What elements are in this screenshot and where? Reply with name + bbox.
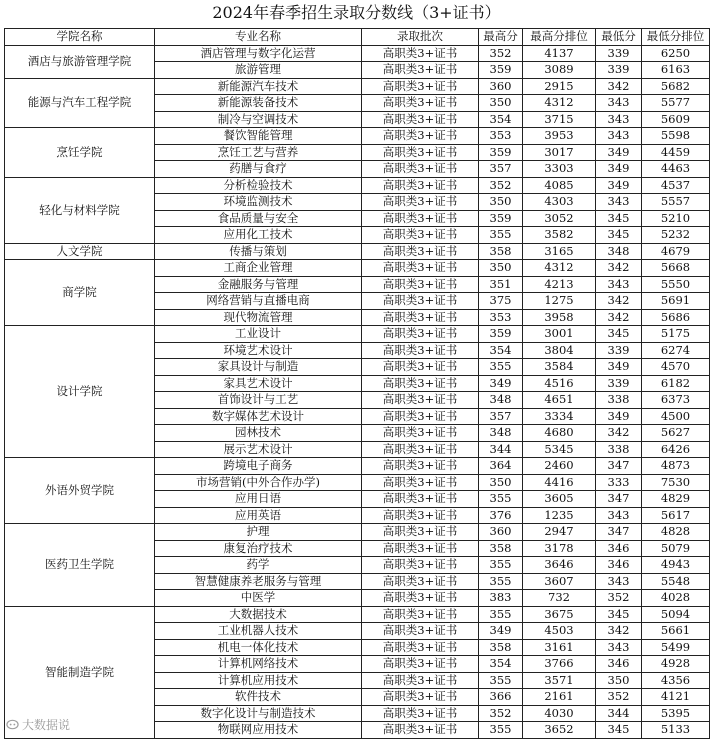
- max-rank-cell: 4516: [523, 375, 596, 392]
- table-row: [5, 78, 710, 95]
- min-score-cell: 339: [596, 342, 642, 359]
- min-rank-cell: 6182: [642, 375, 710, 392]
- max-rank-cell: 1275: [523, 293, 596, 310]
- max-score-cell: 353: [479, 309, 523, 326]
- max-rank-cell: 4651: [523, 392, 596, 409]
- max-rank-cell: 4137: [523, 45, 596, 62]
- max-rank-cell: 4085: [523, 177, 596, 194]
- table-row: [5, 260, 710, 277]
- header-max-score: 最高分: [479, 29, 523, 46]
- batch-cell: 高职类3+证书: [362, 491, 479, 508]
- max-score-cell: 360: [479, 524, 523, 541]
- major-cell: 康复治疗技术: [155, 540, 362, 557]
- max-score-cell: 349: [479, 623, 523, 640]
- max-score-cell: 352: [479, 177, 523, 194]
- max-rank-cell: 3953: [523, 128, 596, 145]
- batch-cell: 高职类3+证书: [362, 408, 479, 425]
- min-score-cell: 339: [596, 375, 642, 392]
- batch-cell: 高职类3+证书: [362, 45, 479, 62]
- batch-cell: 高职类3+证书: [362, 507, 479, 524]
- major-cell: 数字媒体艺术设计: [155, 408, 362, 425]
- batch-cell: 高职类3+证书: [362, 375, 479, 392]
- min-rank-cell: 4459: [642, 144, 710, 161]
- college-name-cell: 商学院: [5, 260, 155, 326]
- min-rank-cell: 5682: [642, 78, 710, 95]
- table-row: [5, 243, 710, 260]
- major-cell: 应用化工技术: [155, 227, 362, 244]
- min-score-cell: 343: [596, 128, 642, 145]
- max-score-cell: 354: [479, 111, 523, 128]
- max-score-cell: 358: [479, 243, 523, 260]
- min-score-cell: 349: [596, 408, 642, 425]
- min-score-cell: 345: [596, 606, 642, 623]
- min-score-cell: 348: [596, 243, 642, 260]
- max-rank-cell: 3675: [523, 606, 596, 623]
- min-rank-cell: 5686: [642, 309, 710, 326]
- batch-cell: 高职类3+证书: [362, 309, 479, 326]
- table-row: [5, 177, 710, 194]
- page-title: 2024年春季招生录取分数线（3+证书）: [212, 3, 501, 22]
- batch-cell: 高职类3+证书: [362, 722, 479, 739]
- max-score-cell: 375: [479, 293, 523, 310]
- table-row: [5, 458, 710, 475]
- batch-cell: 高职类3+证书: [362, 161, 479, 178]
- college-name-cell: 人文学院: [5, 243, 155, 260]
- min-score-cell: 342: [596, 425, 642, 442]
- max-rank-cell: 3766: [523, 656, 596, 673]
- max-score-cell: 350: [479, 260, 523, 277]
- min-rank-cell: 4928: [642, 656, 710, 673]
- admission-score-table: [4, 28, 710, 739]
- min-score-cell: 352: [596, 689, 642, 706]
- max-score-cell: 354: [479, 656, 523, 673]
- min-rank-cell: 6426: [642, 441, 710, 458]
- max-rank-cell: 4312: [523, 260, 596, 277]
- batch-cell: 高职类3+证书: [362, 458, 479, 475]
- max-rank-cell: 3582: [523, 227, 596, 244]
- max-rank-cell: 3178: [523, 540, 596, 557]
- major-cell: 烹饪工艺与营养: [155, 144, 362, 161]
- batch-cell: 高职类3+证书: [362, 656, 479, 673]
- header-major: 专业名称: [155, 29, 362, 46]
- college-name-cell: 烹饪学院: [5, 128, 155, 178]
- major-cell: 环境监测技术: [155, 194, 362, 211]
- major-cell: 展示艺术设计: [155, 441, 362, 458]
- major-cell: 跨境电子商务: [155, 458, 362, 475]
- min-rank-cell: 4463: [642, 161, 710, 178]
- max-rank-cell: 3607: [523, 573, 596, 590]
- max-rank-cell: 732: [523, 590, 596, 607]
- college-name-cell: 轻化与材料学院: [5, 177, 155, 243]
- batch-cell: 高职类3+证书: [362, 606, 479, 623]
- batch-cell: 高职类3+证书: [362, 441, 479, 458]
- max-score-cell: 359: [479, 210, 523, 227]
- min-rank-cell: 6373: [642, 392, 710, 409]
- major-cell: 工商企业管理: [155, 260, 362, 277]
- watermark-text: 大数据说: [22, 718, 71, 732]
- major-cell: 家具设计与制造: [155, 359, 362, 376]
- max-score-cell: 359: [479, 326, 523, 343]
- min-rank-cell: 5395: [642, 705, 710, 722]
- max-rank-cell: 4303: [523, 194, 596, 211]
- min-rank-cell: 5609: [642, 111, 710, 128]
- min-rank-cell: 5133: [642, 722, 710, 739]
- min-score-cell: 352: [596, 590, 642, 607]
- min-rank-cell: 5557: [642, 194, 710, 211]
- min-score-cell: 344: [596, 705, 642, 722]
- batch-cell: 高职类3+证书: [362, 524, 479, 541]
- min-rank-cell: 4679: [642, 243, 710, 260]
- max-rank-cell: 3052: [523, 210, 596, 227]
- batch-cell: 高职类3+证书: [362, 227, 479, 244]
- min-rank-cell: 5079: [642, 540, 710, 557]
- max-rank-cell: 3605: [523, 491, 596, 508]
- batch-cell: 高职类3+证书: [362, 474, 479, 491]
- min-score-cell: 345: [596, 722, 642, 739]
- max-score-cell: 350: [479, 474, 523, 491]
- max-rank-cell: 3165: [523, 243, 596, 260]
- max-score-cell: 383: [479, 590, 523, 607]
- major-cell: 酒店管理与数字化运营: [155, 45, 362, 62]
- max-rank-cell: 3571: [523, 672, 596, 689]
- batch-cell: 高职类3+证书: [362, 342, 479, 359]
- major-cell: 首饰设计与工艺: [155, 392, 362, 409]
- max-rank-cell: 1235: [523, 507, 596, 524]
- min-score-cell: 349: [596, 144, 642, 161]
- min-rank-cell: 4028: [642, 590, 710, 607]
- min-rank-cell: 5094: [642, 606, 710, 623]
- max-score-cell: 350: [479, 95, 523, 112]
- major-cell: 新能源装备技术: [155, 95, 362, 112]
- min-score-cell: 333: [596, 474, 642, 491]
- batch-cell: 高职类3+证书: [362, 95, 479, 112]
- min-rank-cell: 4500: [642, 408, 710, 425]
- max-score-cell: 359: [479, 62, 523, 79]
- max-rank-cell: 4030: [523, 705, 596, 722]
- max-rank-cell: 2947: [523, 524, 596, 541]
- max-rank-cell: 3584: [523, 359, 596, 376]
- min-score-cell: 342: [596, 260, 642, 277]
- batch-cell: 高职类3+证书: [362, 293, 479, 310]
- max-rank-cell: 3303: [523, 161, 596, 178]
- major-cell: 护理: [155, 524, 362, 541]
- min-score-cell: 347: [596, 491, 642, 508]
- watermark: [6, 716, 70, 733]
- min-rank-cell: 4943: [642, 557, 710, 574]
- min-score-cell: 349: [596, 359, 642, 376]
- max-rank-cell: 2460: [523, 458, 596, 475]
- major-cell: 工业设计: [155, 326, 362, 343]
- min-rank-cell: 5577: [642, 95, 710, 112]
- min-rank-cell: 4873: [642, 458, 710, 475]
- batch-cell: 高职类3+证书: [362, 392, 479, 409]
- max-score-cell: 355: [479, 227, 523, 244]
- min-rank-cell: 5617: [642, 507, 710, 524]
- batch-cell: 高职类3+证书: [362, 623, 479, 640]
- min-rank-cell: 5668: [642, 260, 710, 277]
- batch-cell: 高职类3+证书: [362, 425, 479, 442]
- college-name-cell: 酒店与旅游管理学院: [5, 45, 155, 78]
- max-score-cell: 349: [479, 375, 523, 392]
- max-score-cell: 355: [479, 606, 523, 623]
- max-score-cell: 359: [479, 144, 523, 161]
- min-rank-cell: 6250: [642, 45, 710, 62]
- max-rank-cell: 4416: [523, 474, 596, 491]
- max-rank-cell: 4312: [523, 95, 596, 112]
- max-score-cell: 355: [479, 557, 523, 574]
- min-rank-cell: 4356: [642, 672, 710, 689]
- college-name-cell: 能源与汽车工程学院: [5, 78, 155, 128]
- min-rank-cell: 5175: [642, 326, 710, 343]
- min-rank-cell: 4829: [642, 491, 710, 508]
- college-name-cell: 设计学院: [5, 326, 155, 458]
- table-header-row: [5, 29, 710, 46]
- min-score-cell: 347: [596, 524, 642, 541]
- header-min-score: 最低分: [596, 29, 642, 46]
- max-rank-cell: 3652: [523, 722, 596, 739]
- max-rank-cell: 4503: [523, 623, 596, 640]
- min-score-cell: 347: [596, 458, 642, 475]
- table-row: [5, 524, 710, 541]
- min-score-cell: 342: [596, 78, 642, 95]
- batch-cell: 高职类3+证书: [362, 128, 479, 145]
- batch-cell: 高职类3+证书: [362, 260, 479, 277]
- table-row: [5, 45, 710, 62]
- major-cell: 计算机应用技术: [155, 672, 362, 689]
- min-rank-cell: 4570: [642, 359, 710, 376]
- max-score-cell: 351: [479, 276, 523, 293]
- min-rank-cell: 6163: [642, 62, 710, 79]
- major-cell: 药膳与食疗: [155, 161, 362, 178]
- max-score-cell: 364: [479, 458, 523, 475]
- min-rank-cell: 4121: [642, 689, 710, 706]
- header-min-rank: 最低分排位: [642, 29, 710, 46]
- min-score-cell: 339: [596, 62, 642, 79]
- major-cell: 旅游管理: [155, 62, 362, 79]
- min-score-cell: 342: [596, 309, 642, 326]
- max-score-cell: 355: [479, 359, 523, 376]
- max-rank-cell: 3715: [523, 111, 596, 128]
- max-score-cell: 353: [479, 128, 523, 145]
- max-score-cell: 366: [479, 689, 523, 706]
- major-cell: 数字化设计与制造技术: [155, 705, 362, 722]
- major-cell: 物联网应用技术: [155, 722, 362, 739]
- max-rank-cell: 3089: [523, 62, 596, 79]
- min-score-cell: 338: [596, 392, 642, 409]
- min-score-cell: 345: [596, 227, 642, 244]
- table-row: [5, 326, 710, 343]
- major-cell: 制冷与空调技术: [155, 111, 362, 128]
- min-rank-cell: 5627: [642, 425, 710, 442]
- min-score-cell: 343: [596, 95, 642, 112]
- min-score-cell: 346: [596, 557, 642, 574]
- min-score-cell: 349: [596, 177, 642, 194]
- max-score-cell: 354: [479, 342, 523, 359]
- batch-cell: 高职类3+证书: [362, 359, 479, 376]
- max-score-cell: 357: [479, 408, 523, 425]
- max-score-cell: 355: [479, 672, 523, 689]
- max-rank-cell: 4680: [523, 425, 596, 442]
- batch-cell: 高职类3+证书: [362, 573, 479, 590]
- major-cell: 应用日语: [155, 491, 362, 508]
- batch-cell: 高职类3+证书: [362, 276, 479, 293]
- batch-cell: 高职类3+证书: [362, 210, 479, 227]
- min-score-cell: 342: [596, 623, 642, 640]
- major-cell: 计算机网络技术: [155, 656, 362, 673]
- max-score-cell: 352: [479, 45, 523, 62]
- max-score-cell: 348: [479, 425, 523, 442]
- max-rank-cell: 3334: [523, 408, 596, 425]
- batch-cell: 高职类3+证书: [362, 111, 479, 128]
- max-rank-cell: 3646: [523, 557, 596, 574]
- min-rank-cell: 5232: [642, 227, 710, 244]
- major-cell: 智慧健康养老服务与管理: [155, 573, 362, 590]
- min-score-cell: 343: [596, 111, 642, 128]
- watermark-logo-icon: [6, 718, 19, 731]
- min-rank-cell: 6274: [642, 342, 710, 359]
- max-score-cell: 358: [479, 639, 523, 656]
- header-max-rank: 最高分排位: [523, 29, 596, 46]
- table-body: [5, 45, 710, 738]
- major-cell: 工业机器人技术: [155, 623, 362, 640]
- header-college: 学院名称: [5, 29, 155, 46]
- max-rank-cell: 3958: [523, 309, 596, 326]
- min-score-cell: 343: [596, 276, 642, 293]
- major-cell: 大数据技术: [155, 606, 362, 623]
- min-score-cell: 346: [596, 656, 642, 673]
- min-rank-cell: 5661: [642, 623, 710, 640]
- major-cell: 现代物流管理: [155, 309, 362, 326]
- major-cell: 软件技术: [155, 689, 362, 706]
- major-cell: 环境艺术设计: [155, 342, 362, 359]
- max-rank-cell: 4213: [523, 276, 596, 293]
- batch-cell: 高职类3+证书: [362, 243, 479, 260]
- batch-cell: 高职类3+证书: [362, 590, 479, 607]
- max-score-cell: 355: [479, 722, 523, 739]
- major-cell: 新能源汽车技术: [155, 78, 362, 95]
- max-score-cell: 348: [479, 392, 523, 409]
- min-rank-cell: 5598: [642, 128, 710, 145]
- major-cell: 金融服务与管理: [155, 276, 362, 293]
- batch-cell: 高职类3+证书: [362, 62, 479, 79]
- major-cell: 机电一体化技术: [155, 639, 362, 656]
- min-score-cell: 338: [596, 441, 642, 458]
- min-score-cell: 343: [596, 507, 642, 524]
- max-score-cell: 376: [479, 507, 523, 524]
- major-cell: 应用英语: [155, 507, 362, 524]
- major-cell: 园林技术: [155, 425, 362, 442]
- min-score-cell: 345: [596, 326, 642, 343]
- major-cell: 分析检验技术: [155, 177, 362, 194]
- min-score-cell: 346: [596, 540, 642, 557]
- min-rank-cell: 5550: [642, 276, 710, 293]
- max-rank-cell: 2161: [523, 689, 596, 706]
- max-score-cell: 355: [479, 491, 523, 508]
- min-rank-cell: 5210: [642, 210, 710, 227]
- max-score-cell: 344: [479, 441, 523, 458]
- min-score-cell: 349: [596, 161, 642, 178]
- major-cell: 市场营销(中外合作办学): [155, 474, 362, 491]
- max-score-cell: 352: [479, 705, 523, 722]
- major-cell: 传播与策划: [155, 243, 362, 260]
- batch-cell: 高职类3+证书: [362, 326, 479, 343]
- major-cell: 食品质量与安全: [155, 210, 362, 227]
- min-rank-cell: 5691: [642, 293, 710, 310]
- max-score-cell: 357: [479, 161, 523, 178]
- major-cell: 网络营销与直播电商: [155, 293, 362, 310]
- major-cell: 家具艺术设计: [155, 375, 362, 392]
- batch-cell: 高职类3+证书: [362, 540, 479, 557]
- table-row: [5, 606, 710, 623]
- min-score-cell: 342: [596, 293, 642, 310]
- max-score-cell: 350: [479, 194, 523, 211]
- header-batch: 录取批次: [362, 29, 479, 46]
- min-score-cell: 339: [596, 45, 642, 62]
- college-name-cell: 医药卫生学院: [5, 524, 155, 607]
- batch-cell: 高职类3+证书: [362, 557, 479, 574]
- min-rank-cell: 5548: [642, 573, 710, 590]
- major-cell: 药学: [155, 557, 362, 574]
- min-rank-cell: 4537: [642, 177, 710, 194]
- batch-cell: 高职类3+证书: [362, 672, 479, 689]
- max-rank-cell: 3017: [523, 144, 596, 161]
- batch-cell: 高职类3+证书: [362, 194, 479, 211]
- batch-cell: 高职类3+证书: [362, 78, 479, 95]
- max-rank-cell: 3001: [523, 326, 596, 343]
- batch-cell: 高职类3+证书: [362, 144, 479, 161]
- min-score-cell: 343: [596, 194, 642, 211]
- min-score-cell: 350: [596, 672, 642, 689]
- min-score-cell: 343: [596, 573, 642, 590]
- table-row: [5, 128, 710, 145]
- min-score-cell: 345: [596, 210, 642, 227]
- min-rank-cell: 4828: [642, 524, 710, 541]
- max-rank-cell: 3161: [523, 639, 596, 656]
- major-cell: 中医学: [155, 590, 362, 607]
- min-score-cell: 343: [596, 639, 642, 656]
- max-rank-cell: 5345: [523, 441, 596, 458]
- max-score-cell: 358: [479, 540, 523, 557]
- min-rank-cell: 7530: [642, 474, 710, 491]
- college-name-cell: 外语外贸学院: [5, 458, 155, 524]
- max-rank-cell: 3804: [523, 342, 596, 359]
- batch-cell: 高职类3+证书: [362, 705, 479, 722]
- max-rank-cell: 2915: [523, 78, 596, 95]
- major-cell: 餐饮智能管理: [155, 128, 362, 145]
- max-score-cell: 355: [479, 573, 523, 590]
- min-rank-cell: 5499: [642, 639, 710, 656]
- batch-cell: 高职类3+证书: [362, 177, 479, 194]
- max-score-cell: 360: [479, 78, 523, 95]
- batch-cell: 高职类3+证书: [362, 639, 479, 656]
- batch-cell: 高职类3+证书: [362, 689, 479, 706]
- college-name-cell: 智能制造学院: [5, 606, 155, 738]
